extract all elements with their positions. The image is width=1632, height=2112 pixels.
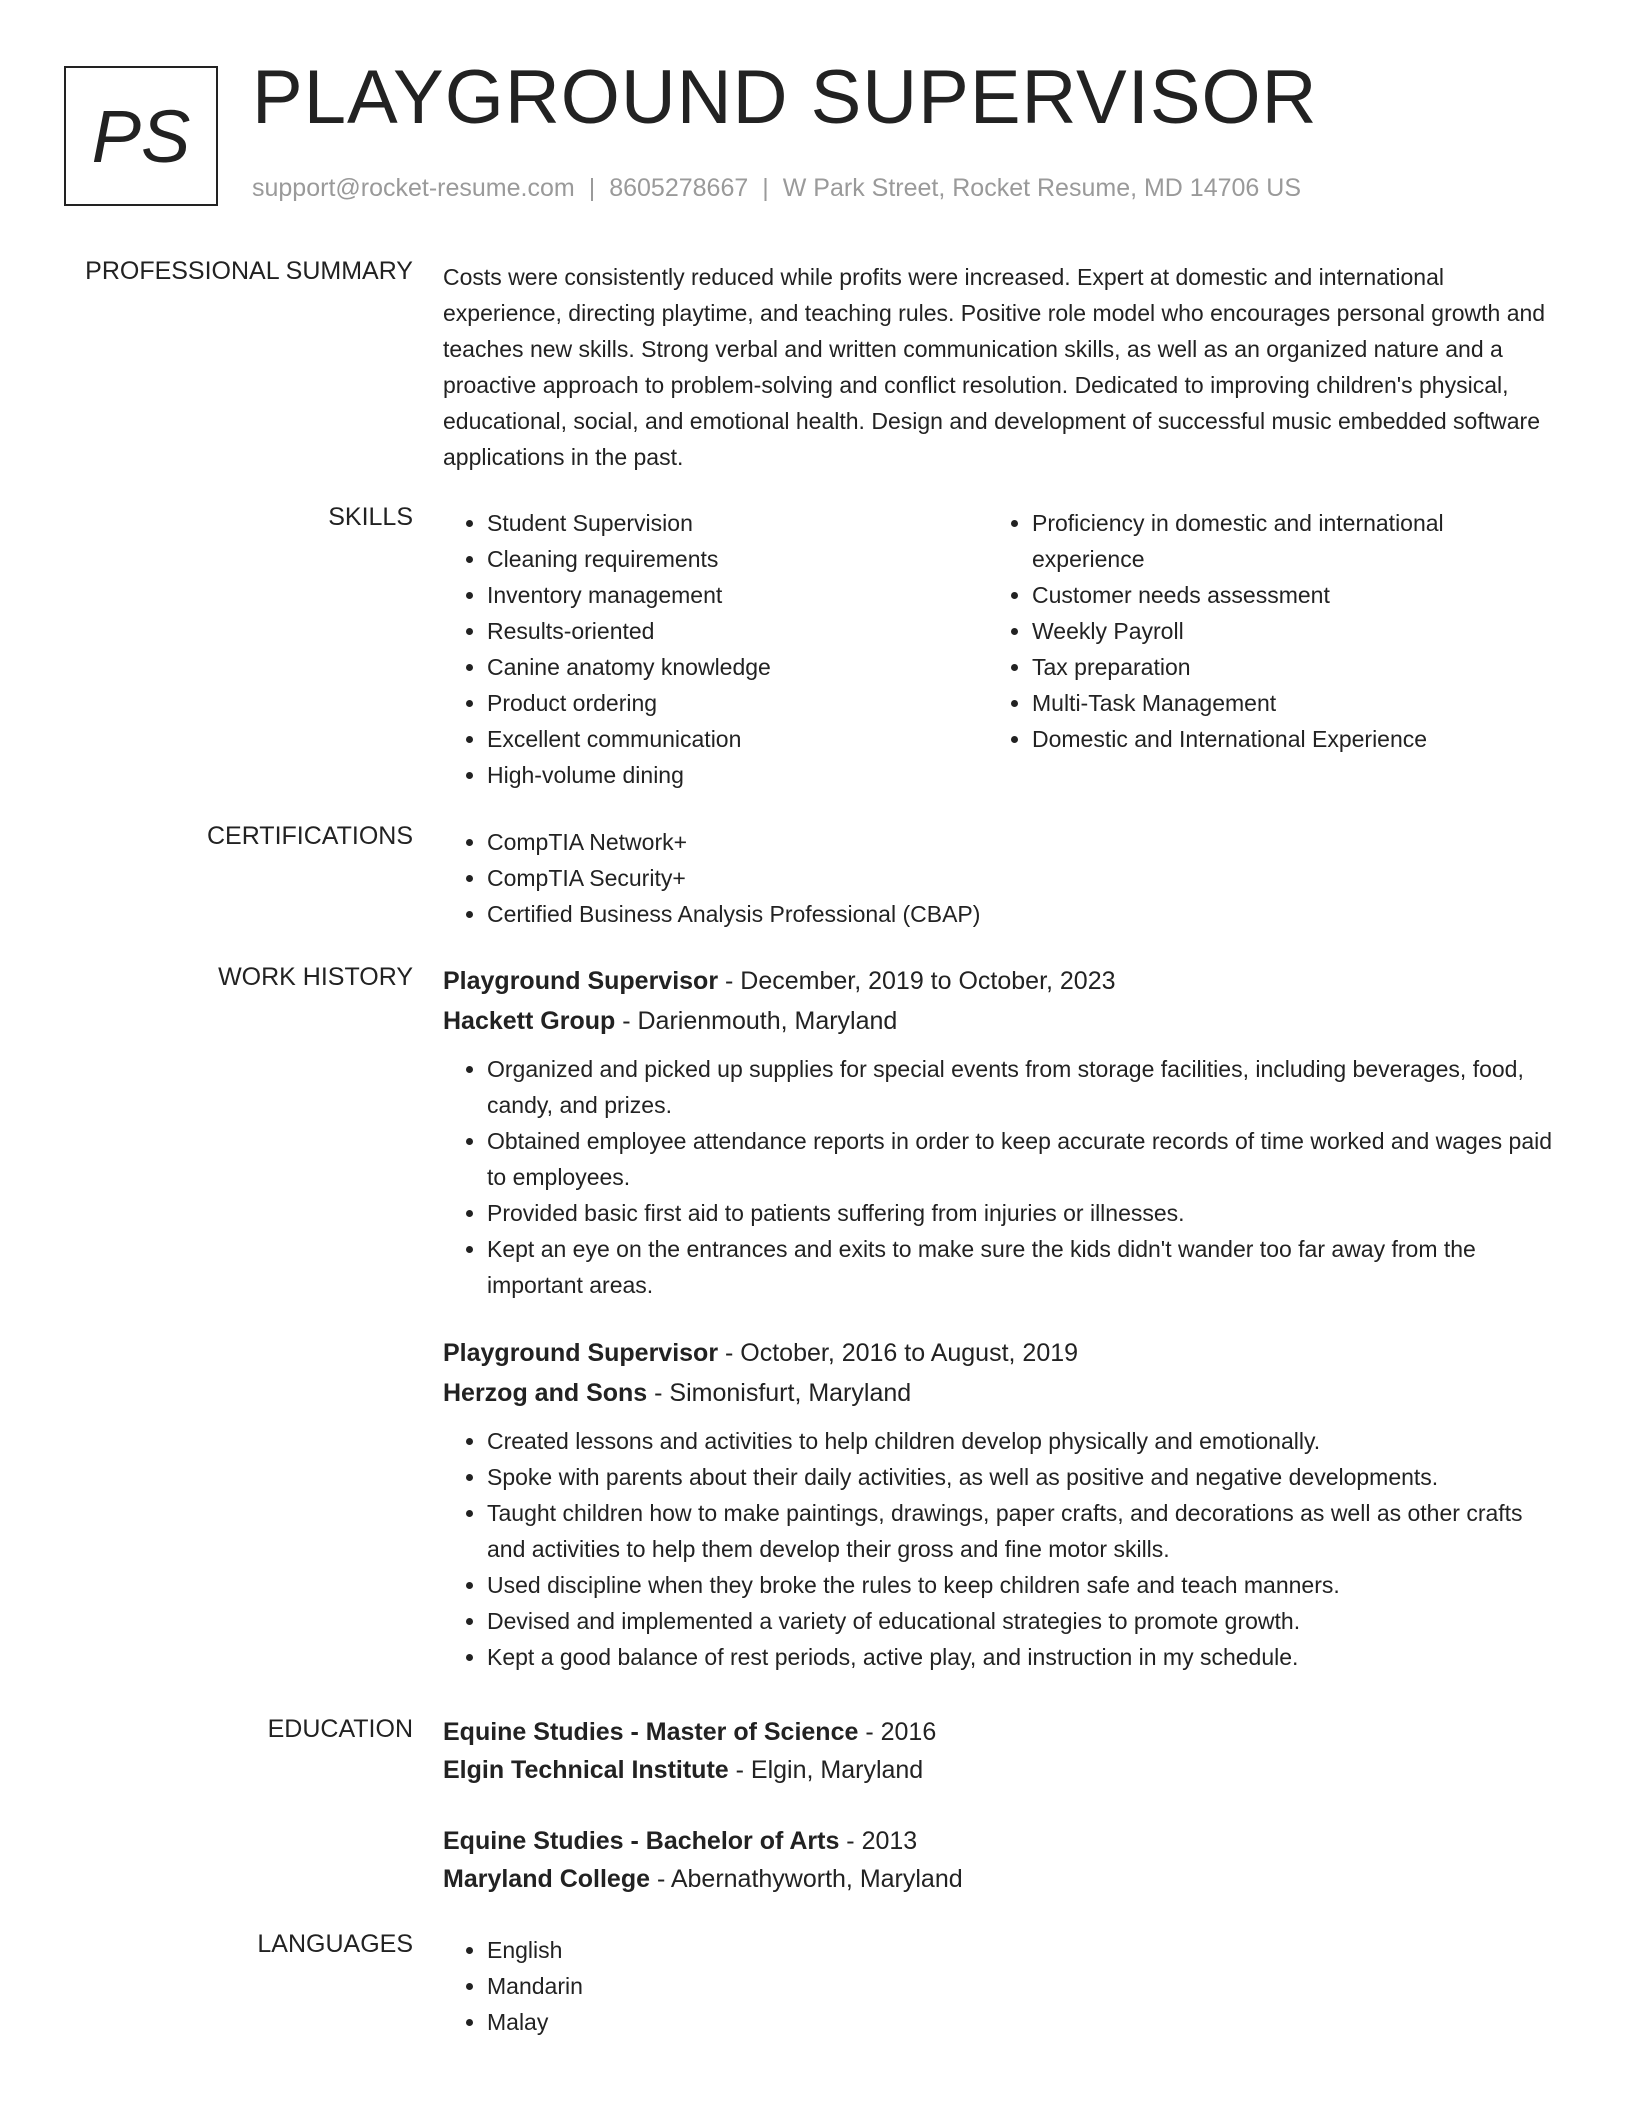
skill-item: • Tax preparation (1032, 649, 1552, 685)
contact-address: W Park Street, Rocket Resume, MD 14706 US (782, 174, 1302, 202)
skill-item: • Results-oriented (487, 613, 988, 649)
education-degree: Equine Studies - Master of Science (443, 1718, 859, 1746)
skill-item: • Customer needs assessment (1032, 577, 1552, 613)
section-label-languages: LANGUAGES (257, 1930, 413, 1958)
job-bullets (443, 1051, 1553, 1303)
job-bullet: • Organized and picked up supplies for special events from storage facilities, including beverages, food, candy, and prizes. (487, 1051, 1553, 1123)
job-company: Herzog and Sons (443, 1379, 648, 1407)
education-degree-line (443, 1822, 1553, 1860)
job-entry (443, 1333, 1553, 1675)
job-bullets (443, 1423, 1553, 1675)
education-entry (443, 1713, 1553, 1789)
skill-item: • Cleaning requirements (487, 541, 988, 577)
education-year: - 2016 (858, 1718, 937, 1746)
summary-text: Costs were consistently reduced while profits were increased. Expert at domestic and international experience, directing playtime, and teaching rules. Positive role model who encourages personal growth and teaches new skills. Strong verbal and written communication skills, as well as an organized nature and a proactive approach to problem-solving and conflict resolution. Dedicated to improving children's physical, educational, social, and emotional health. Design and development of successful music embedded software applications in the past. (443, 264, 1546, 470)
job-entry (443, 961, 1553, 1303)
education-degree: Equine Studies - Bachelor of Arts (443, 1827, 840, 1855)
contact-phone: 8605278667 (609, 174, 749, 202)
section-label-work-history: WORK HISTORY (218, 963, 413, 991)
certification-item: • CompTIA Security+ (487, 860, 1553, 896)
job-title: Playground Supervisor (443, 967, 719, 995)
job-bullet: • Provided basic first aid to patients suffering from injuries or illnesses. (487, 1195, 1553, 1231)
language-item: • English (487, 1932, 1553, 1968)
certification-item: • Certified Business Analysis Professional (CBAP) (487, 896, 1553, 932)
job-location: - Darienmouth, Maryland (615, 1007, 898, 1035)
education-school-line (443, 1860, 1553, 1898)
skill-item: • Multi-Task Management (1032, 685, 1552, 721)
job-company: Hackett Group (443, 1007, 616, 1035)
job-title-line (443, 1333, 1553, 1373)
skill-item: • Inventory management (487, 577, 988, 613)
skills-list-left (443, 505, 988, 793)
job-dates: - December, 2019 to October, 2023 (718, 967, 1116, 995)
contact-line (252, 174, 1301, 203)
job-title: Playground Supervisor (443, 1339, 719, 1367)
skill-item: • Proficiency in domestic and international experience (1032, 505, 1552, 577)
skill-item: • Canine anatomy knowledge (487, 649, 988, 685)
resume-title: PLAYGROUND SUPERVISOR (252, 55, 1318, 140)
job-title-line (443, 961, 1553, 1001)
job-dates: - October, 2016 to August, 2019 (718, 1339, 1079, 1367)
job-bullet: • Obtained employee attendance reports in order to keep accurate records of time worked and wages paid to employees. (487, 1123, 1553, 1195)
education-location: - Abernathyworth, Maryland (650, 1865, 963, 1893)
education-content (443, 1713, 1553, 1898)
language-item: • Mandarin (487, 1968, 1553, 2004)
job-bullet: • Devised and implemented a variety of educational strategies to promote growth. (487, 1603, 1553, 1639)
language-item: • Malay (487, 2004, 1553, 2040)
skill-item: • Weekly Payroll (1032, 613, 1552, 649)
monogram-logo: PS (64, 66, 218, 206)
certifications-list (443, 824, 1553, 932)
job-company-line (443, 1001, 1553, 1041)
job-location: - Simonisfurt, Maryland (647, 1379, 912, 1407)
section-label-certifications: CERTIFICATIONS (206, 822, 413, 850)
job-company-line (443, 1373, 1553, 1413)
section-label-skills: SKILLS (328, 503, 413, 531)
skills-columns (443, 505, 1553, 793)
education-school: Elgin Technical Institute (443, 1756, 729, 1784)
skill-item: • Excellent communication (487, 721, 988, 757)
job-bullet: • Used discipline when they broke the rules to keep children safe and teach manners. (487, 1567, 1553, 1603)
certifications-content (443, 824, 1553, 932)
skill-item: • High-volume dining (487, 757, 988, 793)
education-school-line (443, 1751, 1553, 1789)
section-label-education: EDUCATION (267, 1715, 413, 1743)
job-bullet: • Created lessons and activities to help children develop physically and emotionally. (487, 1423, 1553, 1459)
skills-list-right (988, 505, 1552, 793)
skill-item: • Product ordering (487, 685, 988, 721)
work-history-content (443, 961, 1553, 1675)
contact-email: support@rocket-resume.com (252, 174, 575, 202)
job-bullet: • Taught children how to make paintings, drawings, paper crafts, and decorations as well as other crafts and activities to help them develop their gross and fine motor skills. (487, 1495, 1553, 1567)
languages-content (443, 1932, 1553, 2040)
section-label-summary: PROFESSIONAL SUMMARY (85, 257, 413, 285)
education-entry (443, 1822, 1553, 1898)
education-school: Maryland College (443, 1865, 650, 1893)
job-bullet: • Kept a good balance of rest periods, active play, and instruction in my schedule. (487, 1639, 1553, 1675)
job-bullet: • Spoke with parents about their daily activities, as well as positive and negative developments. (487, 1459, 1553, 1495)
skill-item: • Domestic and International Experience (1032, 721, 1552, 757)
certification-item: • CompTIA Network+ (487, 824, 1553, 860)
job-bullet: • Kept an eye on the entrances and exits to make sure the kids didn't wander too far away from the important areas. (487, 1231, 1553, 1303)
languages-list (443, 1932, 1553, 2040)
education-location: - Elgin, Maryland (728, 1756, 924, 1784)
education-degree-line (443, 1713, 1553, 1751)
skill-item: • Student Supervision (487, 505, 988, 541)
contact-separator: | (762, 174, 769, 202)
contact-separator: | (588, 174, 596, 202)
education-year: - 2013 (839, 1827, 918, 1855)
